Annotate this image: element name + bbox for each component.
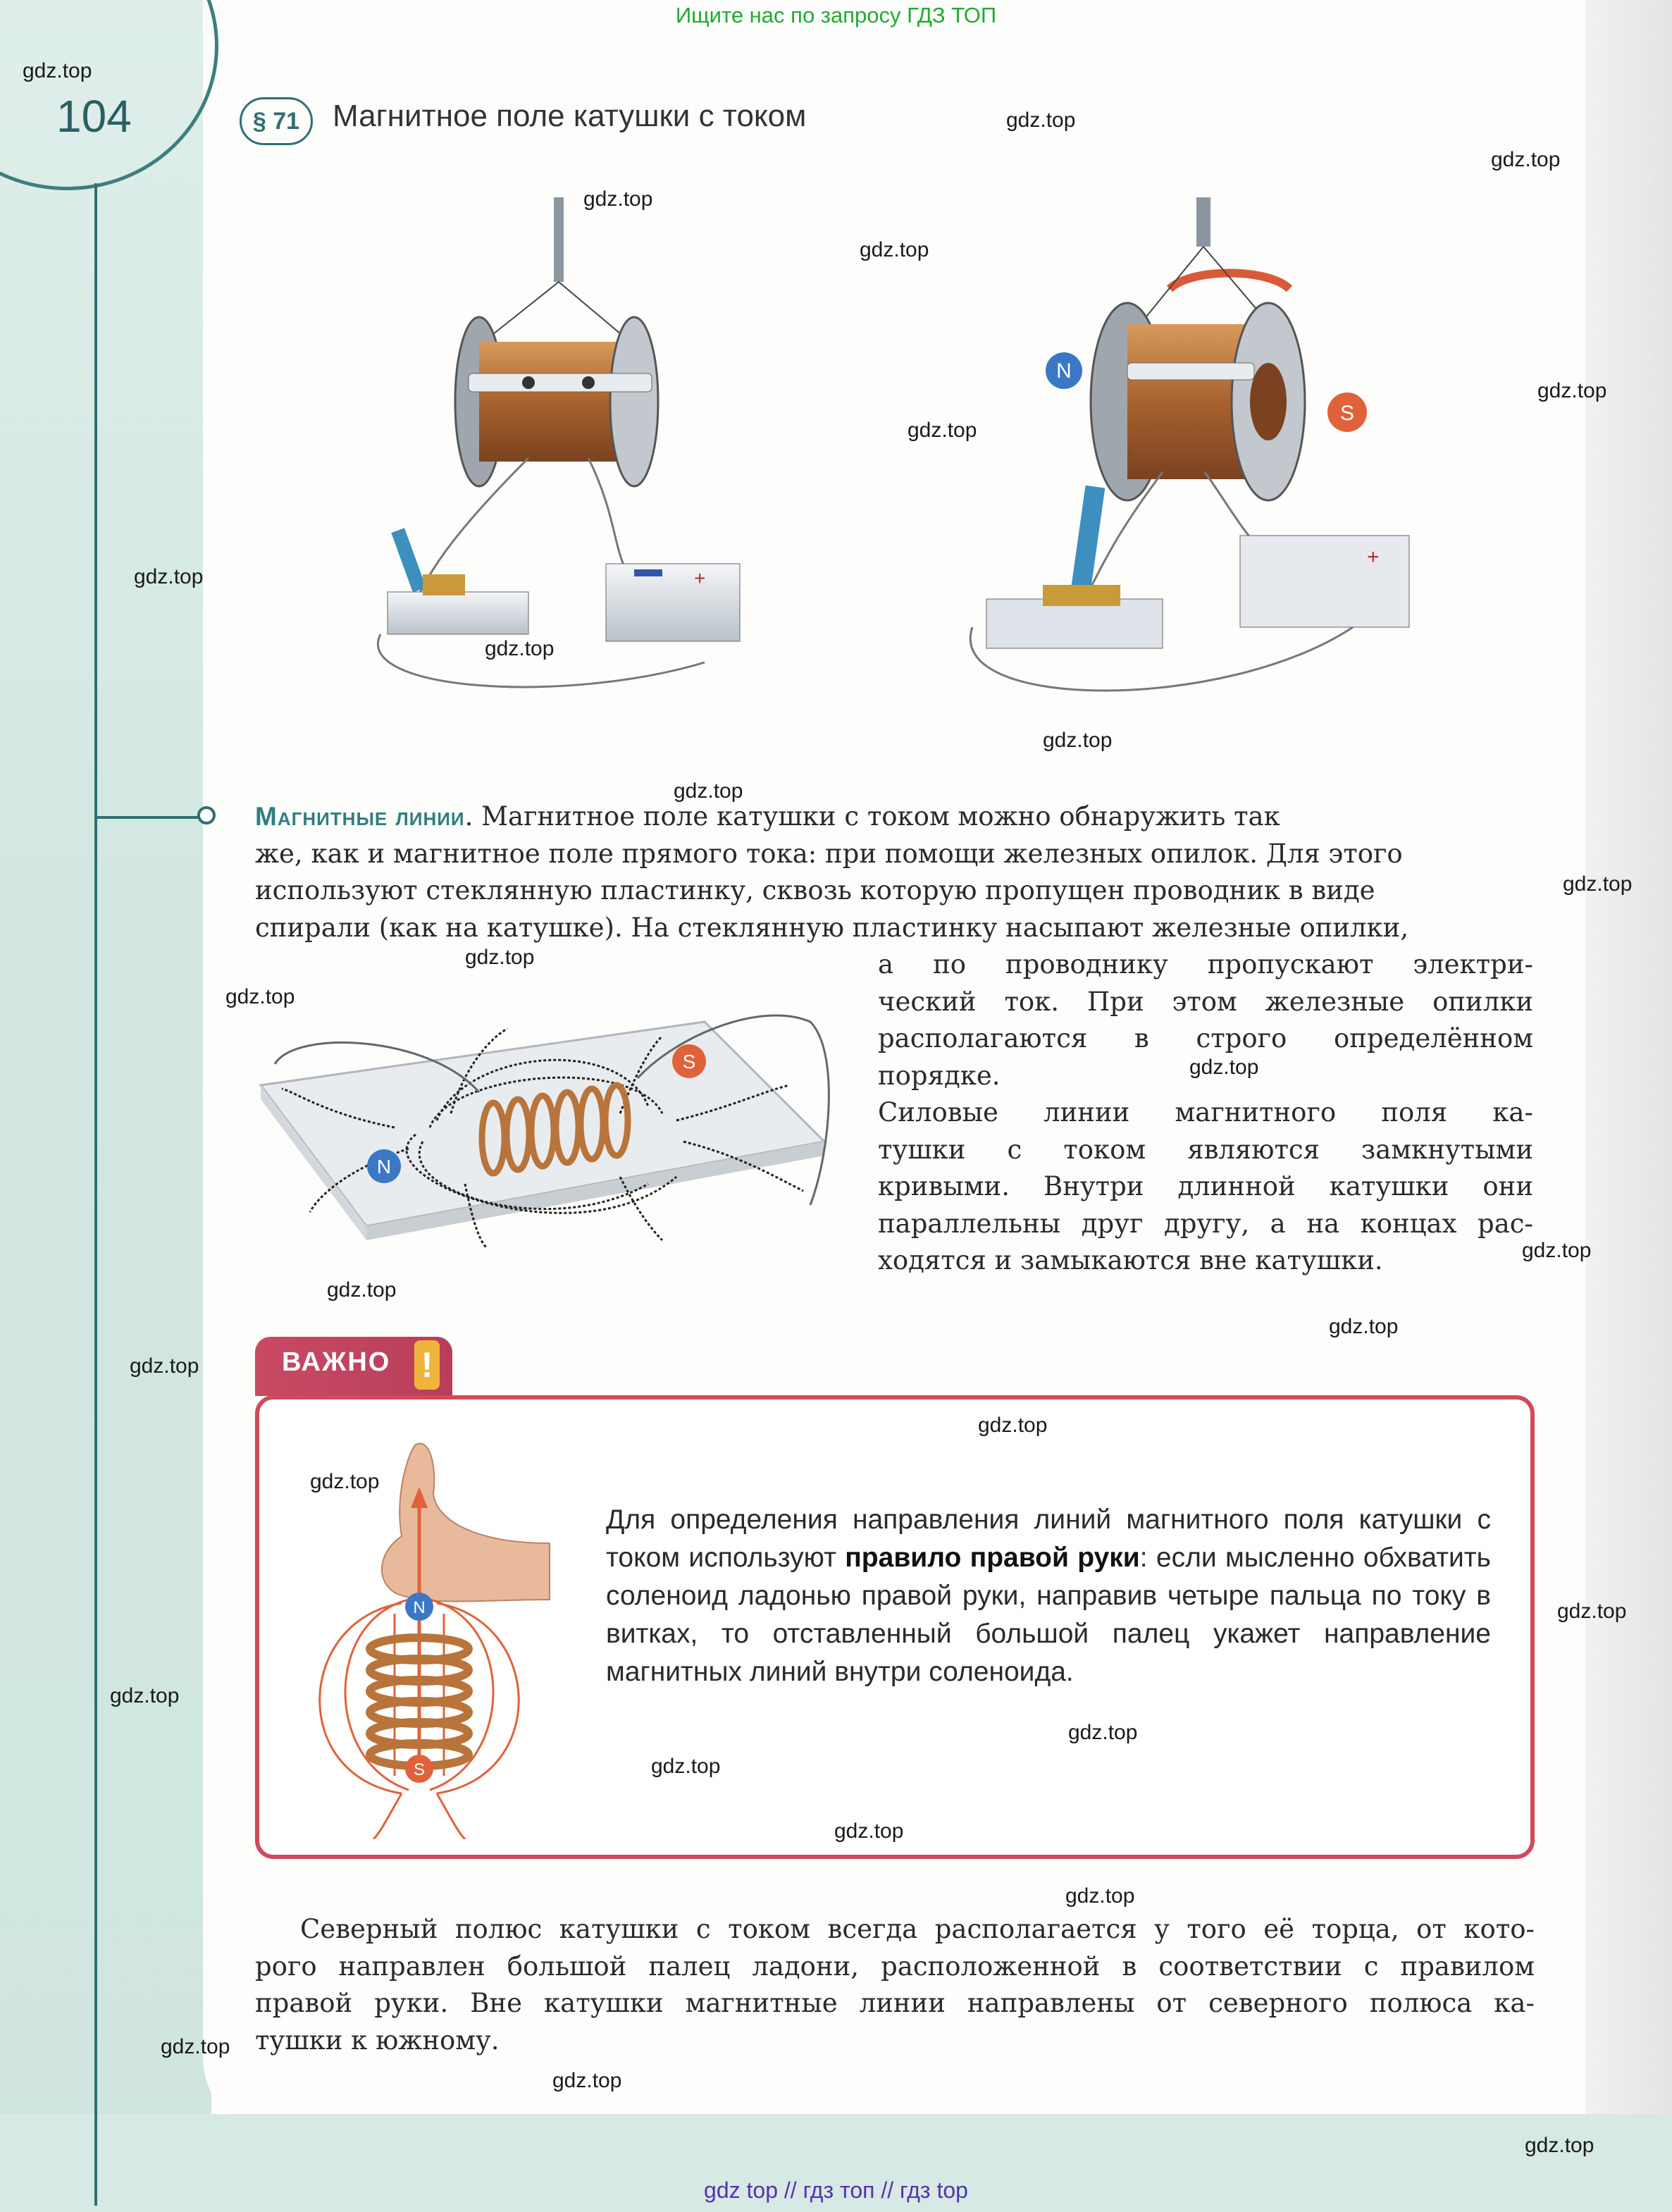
section-title: Магнитное поле катушки с током bbox=[333, 99, 807, 133]
watermark: gdz.top bbox=[1329, 1315, 1399, 1338]
figure-right-hand-rule bbox=[296, 1438, 578, 1839]
svg-text:+: + bbox=[1367, 545, 1380, 569]
paragraph-line: параллельны друг другу, а на концах рас- bbox=[878, 1208, 1533, 1239]
footer-links[interactable]: gdz top // гдз топ // гдз top bbox=[704, 2177, 968, 2203]
figure-coil-on-spring bbox=[310, 183, 747, 705]
watermark: gdz.top bbox=[1522, 1239, 1592, 1262]
paragraph-line: же, как и магнитное поле прямого тока: при помощи железных опилок. Для этого bbox=[255, 838, 1403, 869]
page-number: 104 bbox=[56, 91, 132, 142]
watermark: gdz.top bbox=[1557, 1600, 1627, 1623]
watermark: gdz.top bbox=[161, 2035, 230, 2058]
top-banner[interactable]: Ищите нас по запросу ГДЗ ТОП bbox=[675, 3, 997, 27]
paragraph-line: а по проводнику пропускают электри- bbox=[878, 949, 1533, 980]
watermark: gdz.top bbox=[1065, 1884, 1135, 1908]
left-margin-band bbox=[0, 0, 211, 2212]
paragraph-line: используют стеклянную пластинку, сквозь которую пропущен проводник в виде bbox=[255, 875, 1375, 906]
paragraph-line: ческий ток. При этом железные опилки bbox=[878, 986, 1533, 1017]
north-pole-label: N bbox=[376, 1156, 392, 1178]
watermark: gdz.top bbox=[485, 637, 555, 660]
watermark: gdz.top bbox=[1006, 109, 1076, 132]
paragraph-line: спирали (как на катушке). На стеклянную пластинку насыпают железные опилки, bbox=[255, 912, 1409, 943]
paragraph-field-lines bbox=[878, 1094, 1533, 1280]
paragraph-north-pole bbox=[255, 1911, 1535, 2059]
watermark: gdz.top bbox=[834, 1819, 904, 1843]
paragraph-line: порядке. bbox=[878, 1060, 1001, 1091]
watermark: gdz.top bbox=[465, 946, 535, 969]
exclamation-icon: ! bbox=[414, 1340, 440, 1390]
paragraph-line: тушки к южному. bbox=[255, 2025, 500, 2056]
paragraph-line: рого направлен большой палец ладони, расположенной в соответствии с правилом bbox=[255, 1951, 1535, 1982]
watermark: gdz.top bbox=[1068, 1721, 1138, 1744]
paragraph-line: Северный полюс катушки с током всегда располагается у того её торца, от кото- bbox=[300, 1914, 1535, 1944]
right-hand-rule-term: правило правой руки bbox=[845, 1543, 1140, 1573]
margin-branch-dot bbox=[197, 806, 216, 824]
section-badge: § 71 bbox=[240, 97, 313, 145]
watermark: gdz.top bbox=[583, 187, 653, 211]
margin-branch-line bbox=[97, 816, 199, 819]
watermark: gdz.top bbox=[978, 1414, 1048, 1437]
paragraph-line: ходятся и замыкаются вне катушки. bbox=[878, 1245, 1383, 1275]
south-pole-label: S bbox=[1339, 402, 1355, 425]
watermark: gdz.top bbox=[130, 1354, 199, 1378]
south-pole-label: S bbox=[413, 1760, 426, 1779]
inline-heading: Магнитные линии bbox=[255, 802, 465, 831]
watermark: gdz.top bbox=[1189, 1056, 1259, 1079]
watermark: gdz.top bbox=[1563, 872, 1633, 896]
watermark: gdz.top bbox=[908, 419, 977, 442]
watermark: gdz.top bbox=[23, 59, 92, 82]
paragraph-line: Силовые линии магнитного поля ка- bbox=[878, 1097, 1533, 1127]
paragraph-line: тушки с током являются замкнутыми bbox=[878, 1134, 1533, 1165]
watermark: gdz.top bbox=[1537, 379, 1607, 402]
page-edge bbox=[1585, 0, 1672, 2212]
margin-timeline-line bbox=[94, 183, 97, 2206]
paragraph-line: кривыми. Внутри длинной катушки они bbox=[878, 1171, 1533, 1201]
watermark: gdz.top bbox=[1491, 148, 1561, 171]
important-label: ВАЖНО bbox=[282, 1347, 391, 1377]
watermark: gdz.top bbox=[310, 1470, 380, 1493]
watermark: gdz.top bbox=[651, 1755, 721, 1778]
paragraph-magnetic-lines bbox=[255, 798, 1535, 946]
important-text: Для определения направления линий магнитного поля катушки с током используют правило правой руки: если мысленно обхватить соленоид ладонью правой руки, направив четыре пальца по току в витках, то отставленный большой палец укажет направление магнитных линий внутри соленоида. bbox=[606, 1504, 1491, 1687]
watermark: gdz.top bbox=[225, 985, 295, 1008]
watermark: gdz.top bbox=[110, 1684, 180, 1707]
paragraph-line: Магнитные линии. Магнитное поле катушки с током можно обнаружить так bbox=[255, 801, 1280, 832]
watermark: gdz.top bbox=[327, 1278, 397, 1302]
paragraph-line: располагаются в строго определённом bbox=[878, 1023, 1533, 1054]
figure-coil-rotating bbox=[958, 190, 1466, 712]
watermark: gdz.top bbox=[860, 238, 929, 261]
paragraph-line: правой руки. Вне катушки магнитные линии направлены от северного полюса ка- bbox=[255, 1988, 1535, 2018]
south-pole-label: S bbox=[682, 1051, 696, 1073]
svg-text:+: + bbox=[694, 567, 706, 589]
watermark: gdz.top bbox=[552, 2069, 622, 2092]
north-pole-label: N bbox=[1056, 359, 1072, 383]
watermark: gdz.top bbox=[134, 565, 204, 588]
north-pole-label: N bbox=[413, 1598, 426, 1617]
figure-iron-filings-plate bbox=[254, 1008, 838, 1290]
watermark: gdz.top bbox=[1525, 2134, 1594, 2157]
watermark: gdz.top bbox=[674, 779, 743, 803]
watermark: gdz.top bbox=[1043, 729, 1113, 752]
